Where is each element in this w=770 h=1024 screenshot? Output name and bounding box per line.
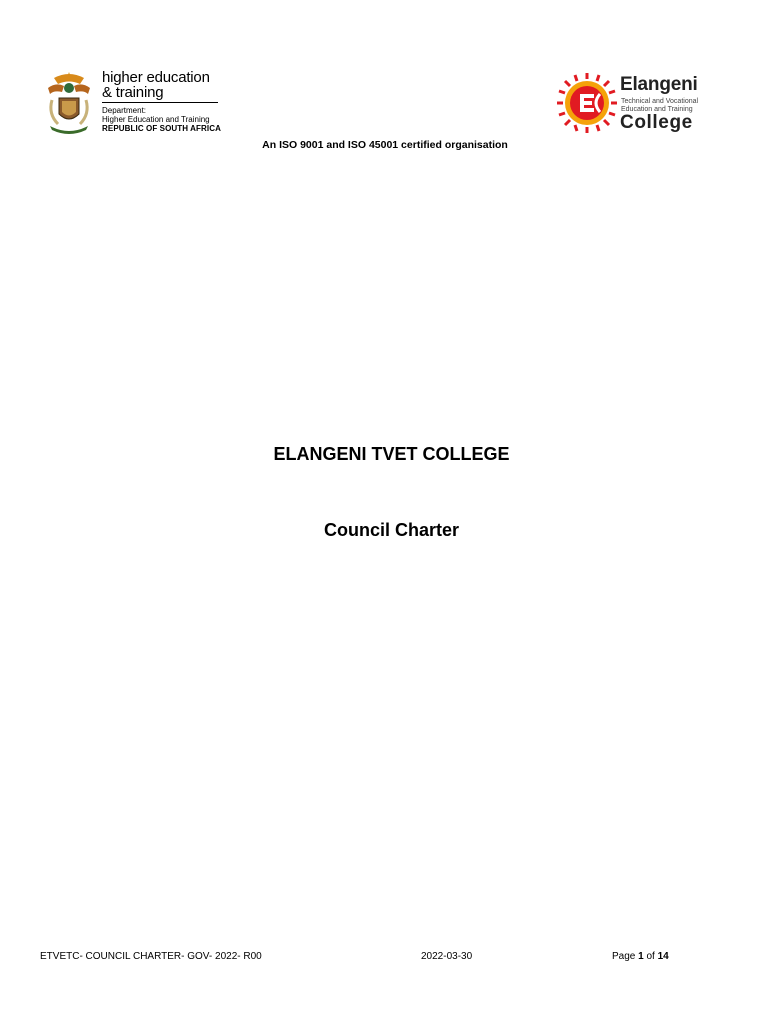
document-title: ELANGENI TVET COLLEGE	[273, 444, 510, 464]
college-name: Elangeni	[620, 74, 698, 95]
footer-doc-ref: ETVETC- COUNCIL CHARTER- GOV- 2022- R00	[40, 951, 262, 962]
dhet-dept-name: Higher Education and Training	[102, 115, 210, 124]
dhet-line2: & training	[102, 85, 218, 103]
college-word: College	[620, 112, 693, 133]
document-subtitle: Council Charter	[323, 520, 460, 540]
elangeni-logo	[556, 72, 706, 134]
coat-of-arms-icon	[44, 70, 94, 136]
footer-page-number	[612, 951, 669, 962]
dhet-wordmark	[102, 70, 262, 133]
dhet-dept-label: Department:	[102, 106, 147, 115]
college-tagline-2: Education and Training	[621, 106, 693, 113]
dhet-country: REPUBLIC OF SOUTH AFRICA	[102, 124, 221, 133]
page-prefix: Page	[612, 951, 636, 962]
footer-date: 2022-03-30	[421, 951, 473, 962]
page-of: of	[646, 951, 655, 962]
page-current: 1	[638, 951, 644, 962]
dhet-logo	[44, 70, 234, 138]
iso-certification-line: An ISO 9001 and ISO 45001 certified organisation	[262, 139, 508, 151]
page-total: 14	[657, 951, 669, 962]
dhet-line1: higher education	[102, 69, 210, 86]
sun-emblem-icon	[556, 72, 618, 134]
college-tagline-1: Technical and Vocational	[621, 98, 699, 105]
